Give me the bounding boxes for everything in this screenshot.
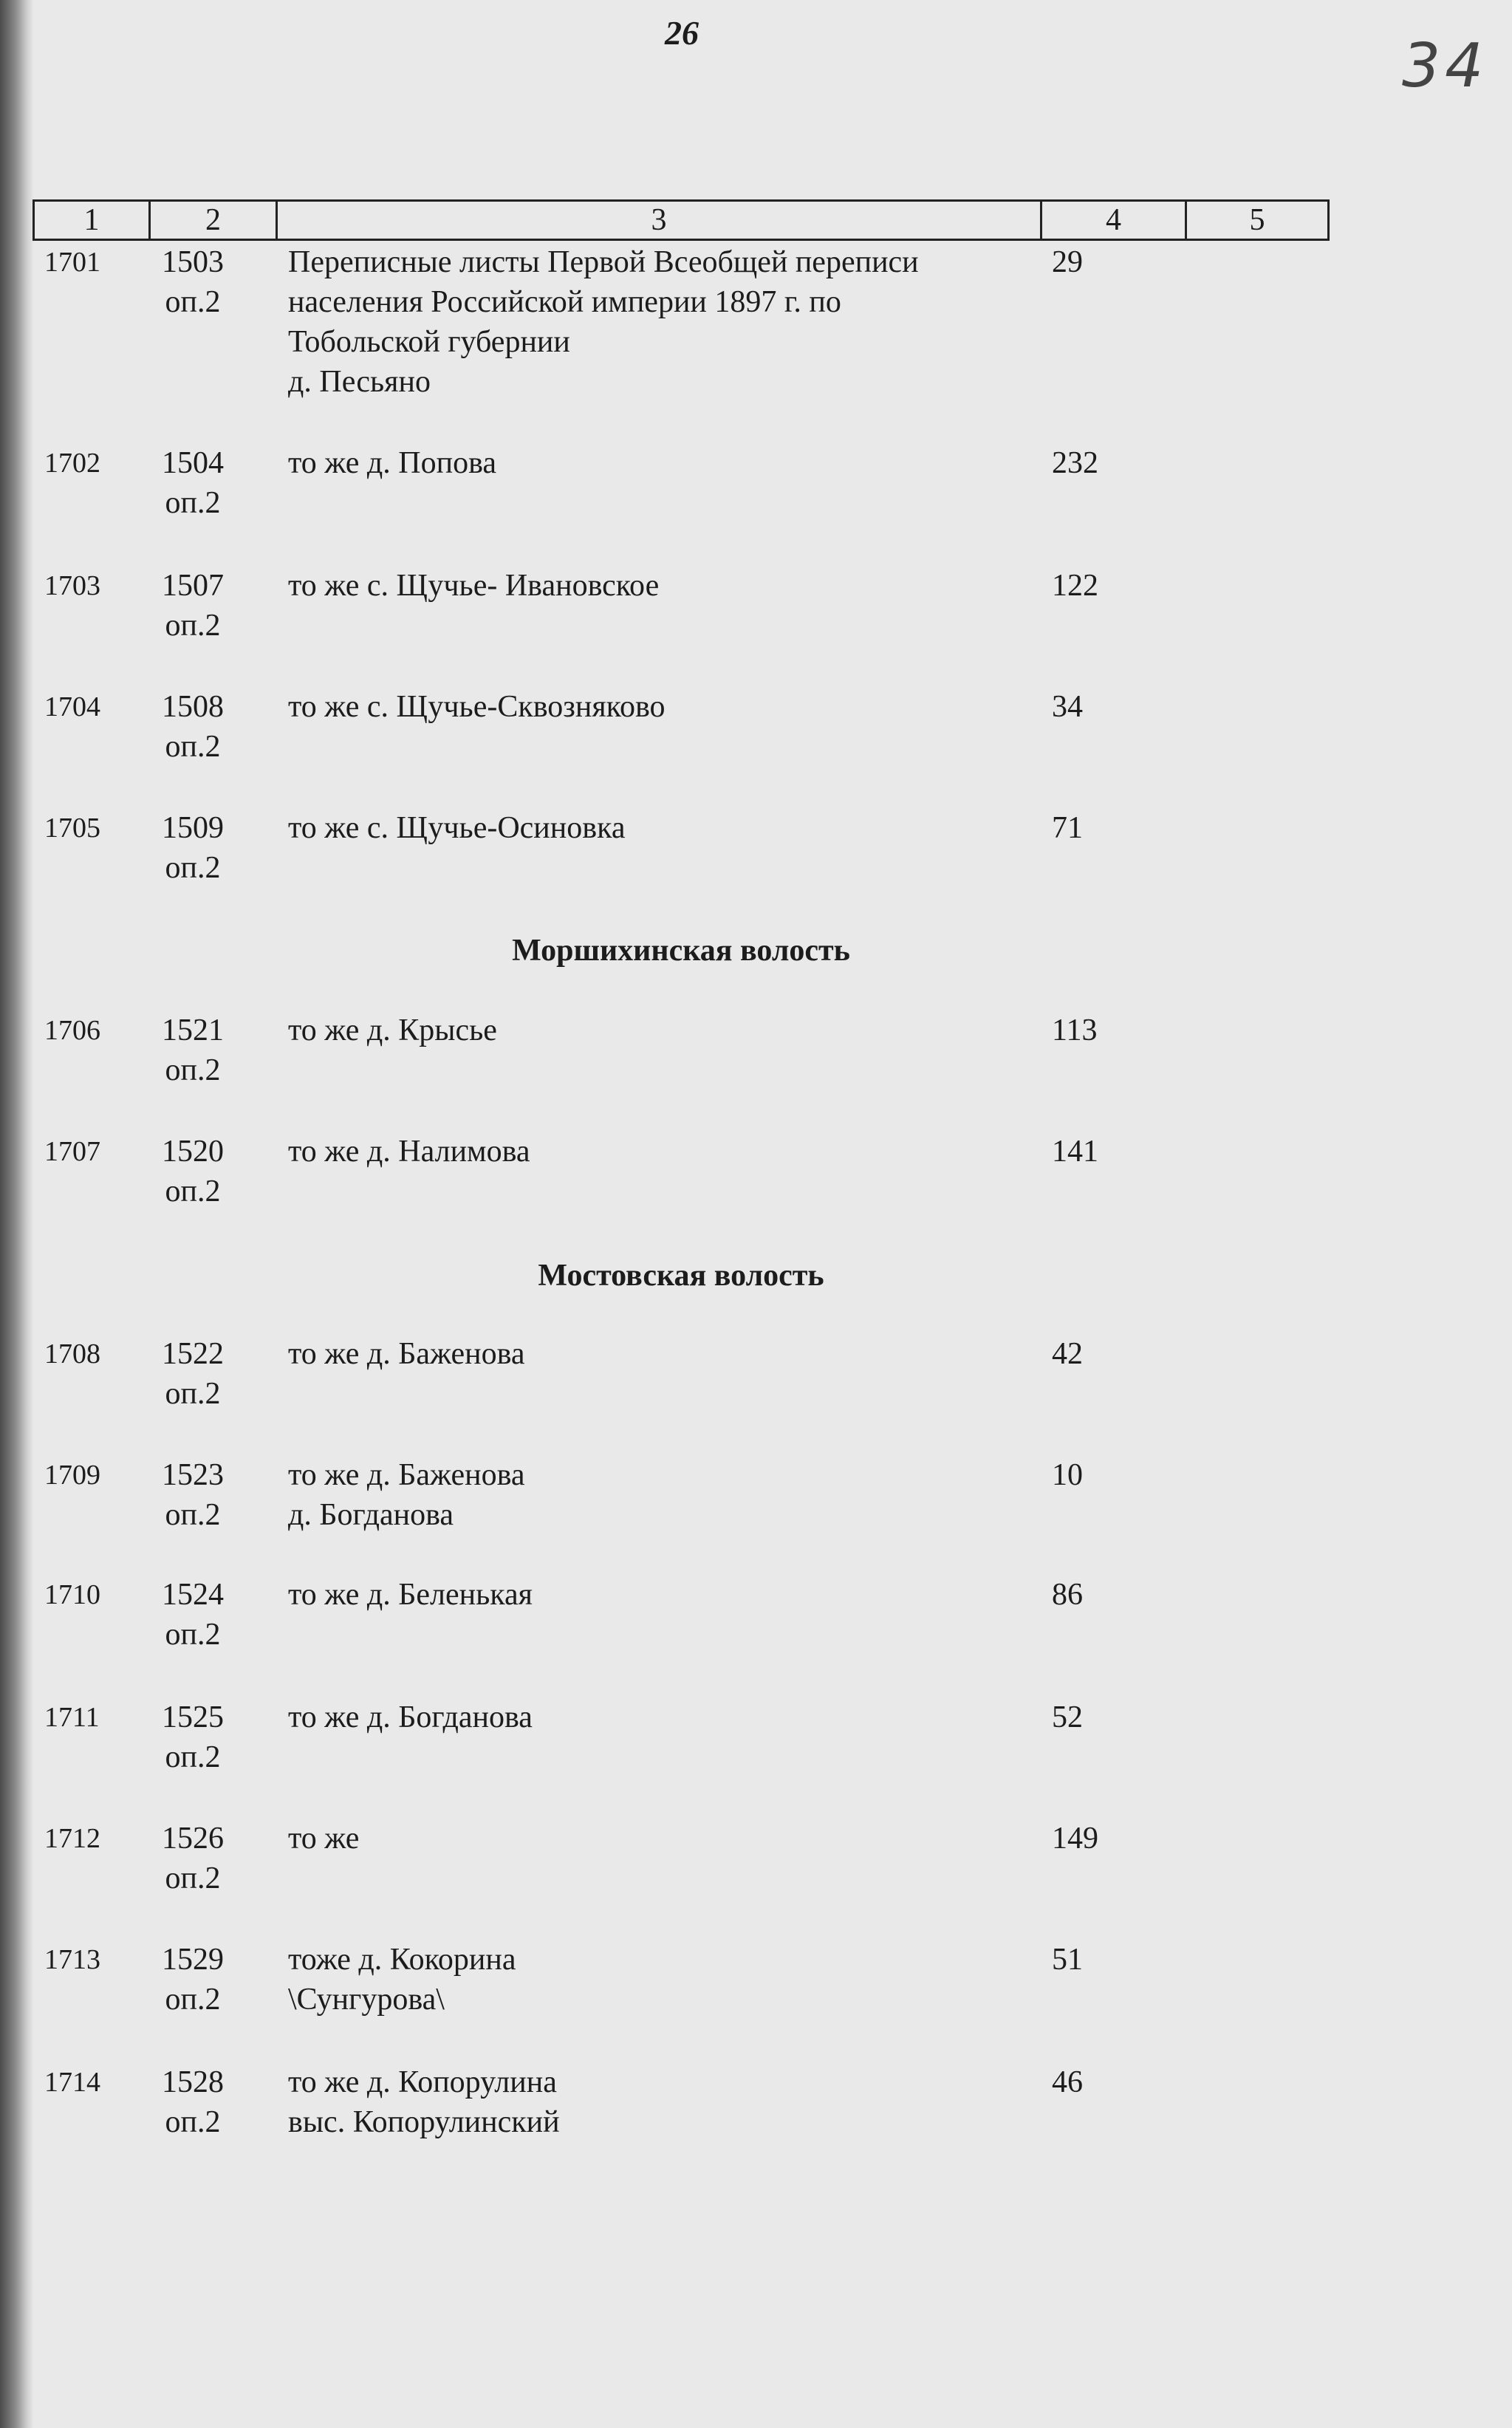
- record-number: 1701: [44, 247, 100, 278]
- sheet-count: 232: [1052, 446, 1098, 480]
- file-number: 1526 оп.2: [162, 1822, 224, 1895]
- record-number: 1706: [44, 1015, 100, 1046]
- header-col-5: 5: [1249, 203, 1265, 237]
- sheet-count: 42: [1052, 1337, 1083, 1371]
- header-col-2: 2: [151, 202, 278, 239]
- record-number: 1707: [44, 1136, 100, 1167]
- record-number: 1713: [44, 1944, 100, 1975]
- sheet-count: 113: [1052, 1013, 1098, 1047]
- description: то же д. Беленькая: [288, 1578, 533, 1612]
- description: то же с. Щучье- Ивановское: [288, 569, 660, 603]
- record-number: 1709: [44, 1460, 100, 1491]
- header-col-4: 4: [1042, 202, 1187, 239]
- sheet-number: 34: [1402, 31, 1488, 101]
- description: тоже д. Кокорина \Сунгурова\: [288, 1943, 516, 2017]
- description: то же д. Попова: [288, 446, 497, 480]
- record-number: 1708: [44, 1338, 100, 1369]
- sheet-count: 29: [1052, 245, 1083, 279]
- page-number: 26: [665, 14, 699, 52]
- record-number: 1710: [44, 1579, 100, 1610]
- sheet-count: 51: [1052, 1943, 1083, 1977]
- sheet-count: 86: [1052, 1578, 1083, 1612]
- section-heading-morshikhinskaya: Моршихинская волость: [512, 934, 850, 968]
- sheet-count: 71: [1052, 811, 1083, 845]
- section-heading-mostovskaya: Мостовская волость: [538, 1259, 824, 1293]
- file-number: 1529 оп.2: [162, 1943, 224, 2017]
- description: то же: [288, 1822, 360, 1856]
- sheet-count: 141: [1052, 1135, 1098, 1169]
- sheet-count: 52: [1052, 1700, 1083, 1734]
- description: то же д. Копорулина выс. Копорулинский: [288, 2065, 560, 2139]
- file-number: 1523 оп.2: [162, 1458, 224, 1532]
- description: Переписные листы Первой Всеобщей переписи населения Российской империи 1897 г. по Тобольской губернии д. Песьяно: [288, 245, 919, 399]
- description: то же с. Щучье-Сквозняково: [288, 690, 666, 724]
- book-spine-shadow: [0, 0, 34, 2428]
- file-number: 1528 оп.2: [162, 2065, 224, 2139]
- sheet-count: 122: [1052, 569, 1098, 603]
- file-number: 1520 оп.2: [162, 1135, 224, 1208]
- description: то же д. Баженова д. Богданова: [288, 1458, 525, 1532]
- sheet-count: 10: [1052, 1458, 1083, 1492]
- file-number: 1504 оп.2: [162, 446, 224, 520]
- description: то же д. Богданова: [288, 1700, 533, 1734]
- sheet-count: 149: [1052, 1822, 1098, 1856]
- table-header: [33, 199, 1330, 241]
- sheet-count: 34: [1052, 690, 1083, 724]
- header-col-3: 3: [278, 202, 1042, 239]
- record-number: 1705: [44, 813, 100, 844]
- header-col-1: 1: [35, 202, 151, 239]
- sheet-count: 46: [1052, 2065, 1083, 2099]
- description: то же д. Баженова: [288, 1337, 525, 1371]
- file-number: 1522 оп.2: [162, 1337, 224, 1411]
- file-number: 1507 оп.2: [162, 569, 224, 643]
- file-number: 1525 оп.2: [162, 1700, 224, 1774]
- record-number: 1712: [44, 1823, 100, 1854]
- file-number: 1503 оп.2: [162, 245, 224, 319]
- record-number: 1711: [44, 1702, 100, 1733]
- record-number: 1703: [44, 570, 100, 601]
- record-number: 1714: [44, 2067, 100, 2098]
- record-number: 1702: [44, 448, 100, 479]
- file-number: 1524 оп.2: [162, 1578, 224, 1652]
- description: то же д. Крысье: [288, 1013, 497, 1047]
- description: то же д. Налимова: [288, 1135, 530, 1169]
- file-number: 1508 оп.2: [162, 690, 224, 764]
- description: то же с. Щучье-Осиновка: [288, 811, 626, 845]
- record-number: 1704: [44, 691, 100, 722]
- file-number: 1509 оп.2: [162, 811, 224, 885]
- file-number: 1521 оп.2: [162, 1013, 224, 1087]
